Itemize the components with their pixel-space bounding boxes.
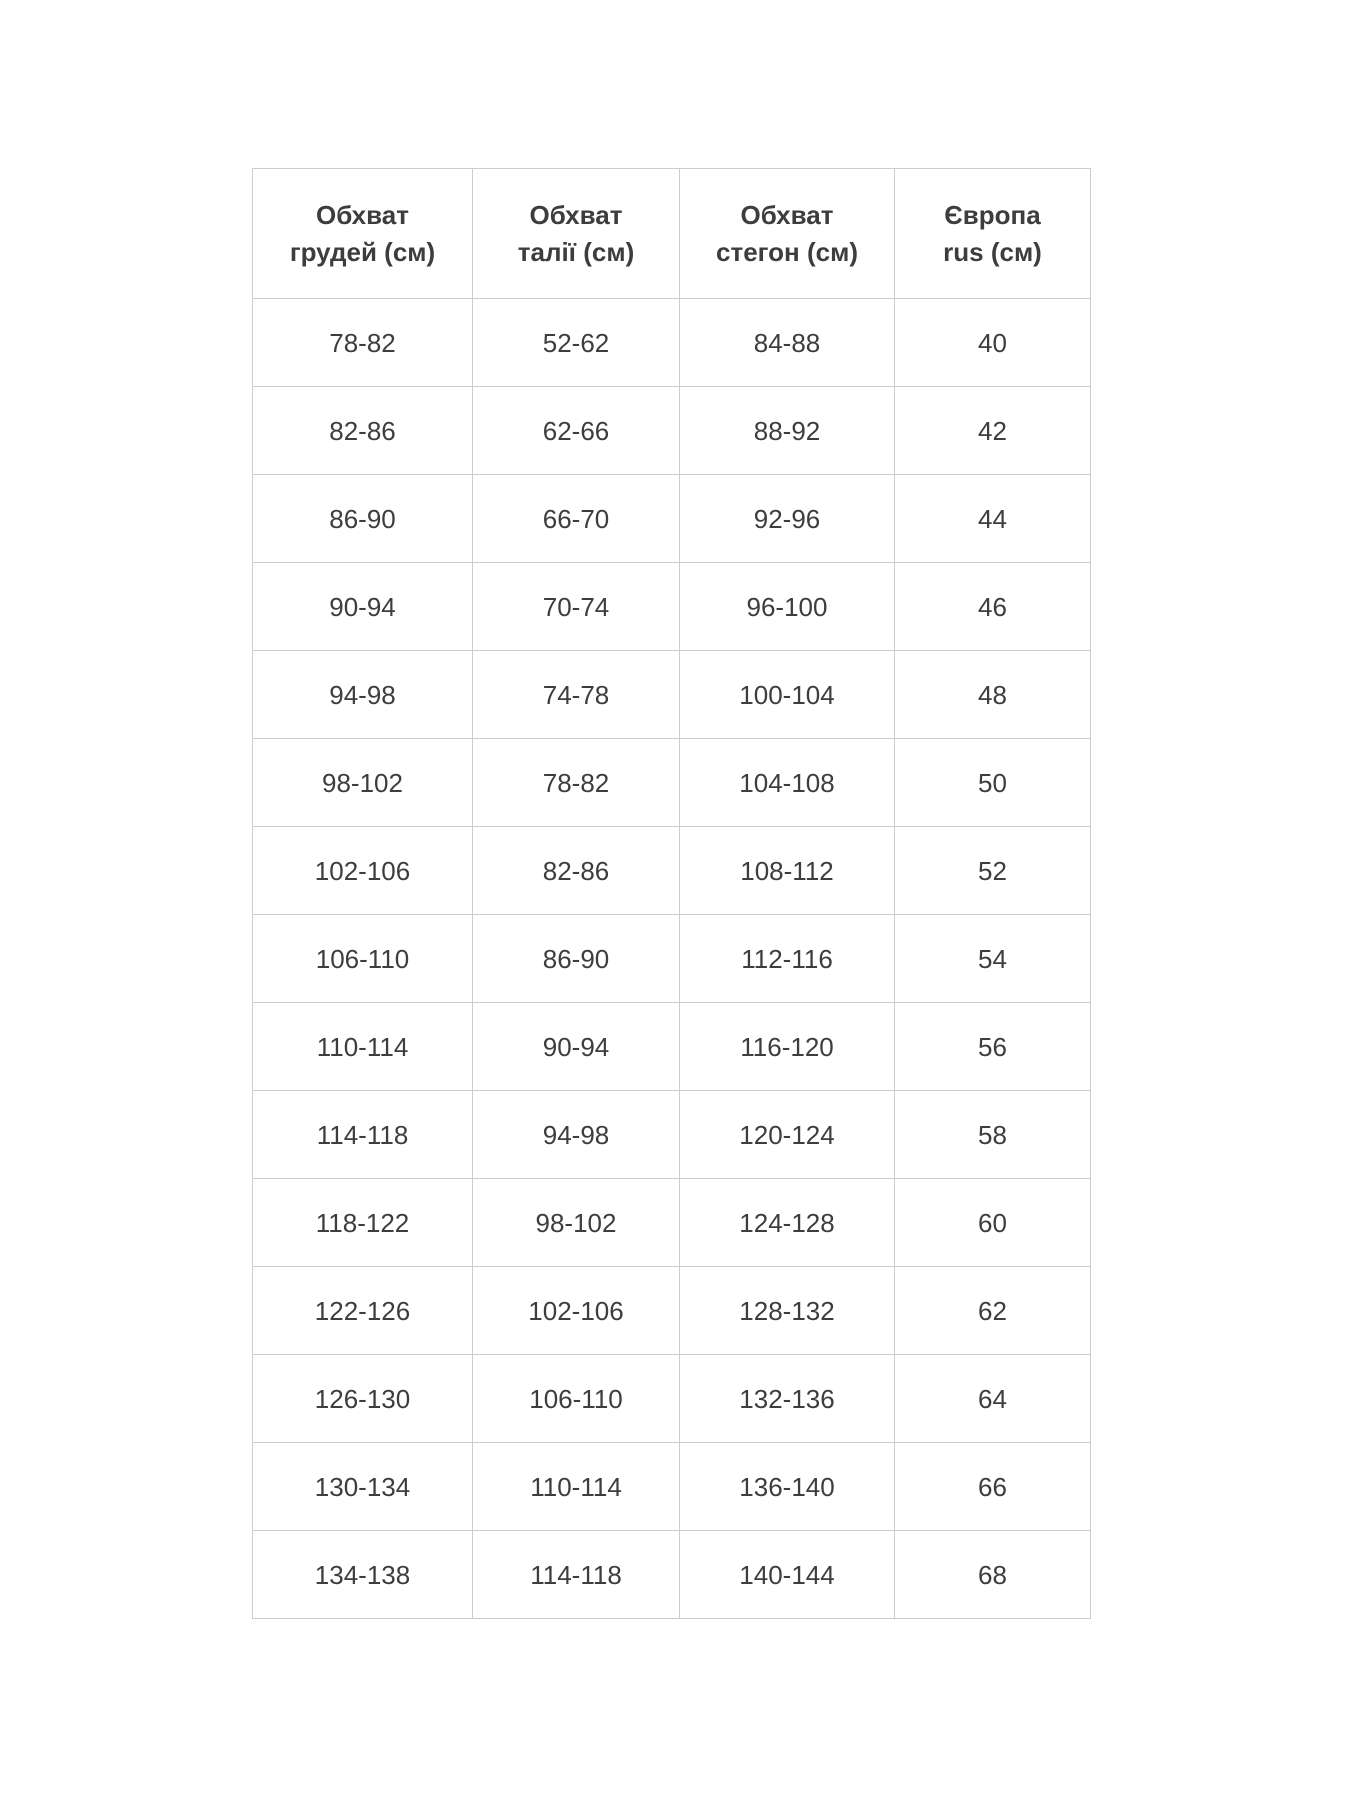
table-cell: 104-108 xyxy=(680,739,895,827)
table-cell: 42 xyxy=(895,387,1091,475)
table-row xyxy=(253,1003,1091,1091)
table-cell: 46 xyxy=(895,563,1091,651)
table-cell: 98-102 xyxy=(253,739,473,827)
table-cell: 56 xyxy=(895,1003,1091,1091)
table-row xyxy=(253,1531,1091,1619)
table-cell: 120-124 xyxy=(680,1091,895,1179)
table-row xyxy=(253,1091,1091,1179)
table-cell: 140-144 xyxy=(680,1531,895,1619)
header-line: стегон (см) xyxy=(716,236,858,267)
header-row xyxy=(253,169,1091,299)
table-cell: 44 xyxy=(895,475,1091,563)
header-line: Обхват xyxy=(740,199,834,230)
table-cell: 52 xyxy=(895,827,1091,915)
table-cell: 64 xyxy=(895,1355,1091,1443)
header-line: талії (см) xyxy=(517,236,635,267)
table-cell: 50 xyxy=(895,739,1091,827)
size-chart-table xyxy=(252,168,1091,1619)
table-cell: 114-118 xyxy=(473,1531,680,1619)
column-header-chest xyxy=(253,169,473,299)
header-line: Європа xyxy=(944,199,1041,230)
table-row xyxy=(253,299,1091,387)
table-cell: 132-136 xyxy=(680,1355,895,1443)
table-cell: 106-110 xyxy=(253,915,473,1003)
table-cell: 84-88 xyxy=(680,299,895,387)
table-cell: 134-138 xyxy=(253,1531,473,1619)
table-row xyxy=(253,1267,1091,1355)
table-cell: 48 xyxy=(895,651,1091,739)
table-cell: 98-102 xyxy=(473,1179,680,1267)
table-cell: 86-90 xyxy=(473,915,680,1003)
table-cell: 96-100 xyxy=(680,563,895,651)
table-cell: 102-106 xyxy=(253,827,473,915)
table-cell: 58 xyxy=(895,1091,1091,1179)
table-cell: 66-70 xyxy=(473,475,680,563)
table-cell: 70-74 xyxy=(473,563,680,651)
table-cell: 74-78 xyxy=(473,651,680,739)
table-cell: 60 xyxy=(895,1179,1091,1267)
table-cell: 110-114 xyxy=(253,1003,473,1091)
column-header-europe-size xyxy=(895,169,1091,299)
table-cell: 62 xyxy=(895,1267,1091,1355)
table-cell: 90-94 xyxy=(253,563,473,651)
table-cell: 118-122 xyxy=(253,1179,473,1267)
table-cell: 94-98 xyxy=(473,1091,680,1179)
table-row xyxy=(253,387,1091,475)
table-cell: 124-128 xyxy=(680,1179,895,1267)
table-cell: 90-94 xyxy=(473,1003,680,1091)
table-cell: 92-96 xyxy=(680,475,895,563)
table-cell: 54 xyxy=(895,915,1091,1003)
table-cell: 116-120 xyxy=(680,1003,895,1091)
header-line: Обхват xyxy=(316,199,409,230)
table-row xyxy=(253,651,1091,739)
table-cell: 62-66 xyxy=(473,387,680,475)
table-cell: 110-114 xyxy=(473,1443,680,1531)
header-line: грудей (см) xyxy=(289,236,436,267)
table-row xyxy=(253,1443,1091,1531)
header-line: rus (см) xyxy=(943,236,1042,267)
table-cell: 40 xyxy=(895,299,1091,387)
table-cell: 52-62 xyxy=(473,299,680,387)
table-cell: 100-104 xyxy=(680,651,895,739)
table-cell: 82-86 xyxy=(473,827,680,915)
column-header-hips xyxy=(680,169,895,299)
table-cell: 82-86 xyxy=(253,387,473,475)
table-cell: 114-118 xyxy=(253,1091,473,1179)
table-cell: 126-130 xyxy=(253,1355,473,1443)
table-cell: 86-90 xyxy=(253,475,473,563)
table-cell: 130-134 xyxy=(253,1443,473,1531)
table-row xyxy=(253,739,1091,827)
table-row xyxy=(253,1355,1091,1443)
table-cell: 112-116 xyxy=(680,915,895,1003)
table-cell: 136-140 xyxy=(680,1443,895,1531)
table-cell: 78-82 xyxy=(473,739,680,827)
table-row xyxy=(253,563,1091,651)
table-cell: 102-106 xyxy=(473,1267,680,1355)
table-row xyxy=(253,475,1091,563)
table-cell: 68 xyxy=(895,1531,1091,1619)
table-cell: 94-98 xyxy=(253,651,473,739)
table-row xyxy=(253,915,1091,1003)
table-cell: 128-132 xyxy=(680,1267,895,1355)
table-cell: 88-92 xyxy=(680,387,895,475)
table-cell: 66 xyxy=(895,1443,1091,1531)
table-row xyxy=(253,827,1091,915)
table-cell: 108-112 xyxy=(680,827,895,915)
table-cell: 78-82 xyxy=(253,299,473,387)
table-row xyxy=(253,1179,1091,1267)
header-line: Обхват xyxy=(529,199,623,230)
column-header-waist xyxy=(473,169,680,299)
table-cell: 122-126 xyxy=(253,1267,473,1355)
table-cell: 106-110 xyxy=(473,1355,680,1443)
